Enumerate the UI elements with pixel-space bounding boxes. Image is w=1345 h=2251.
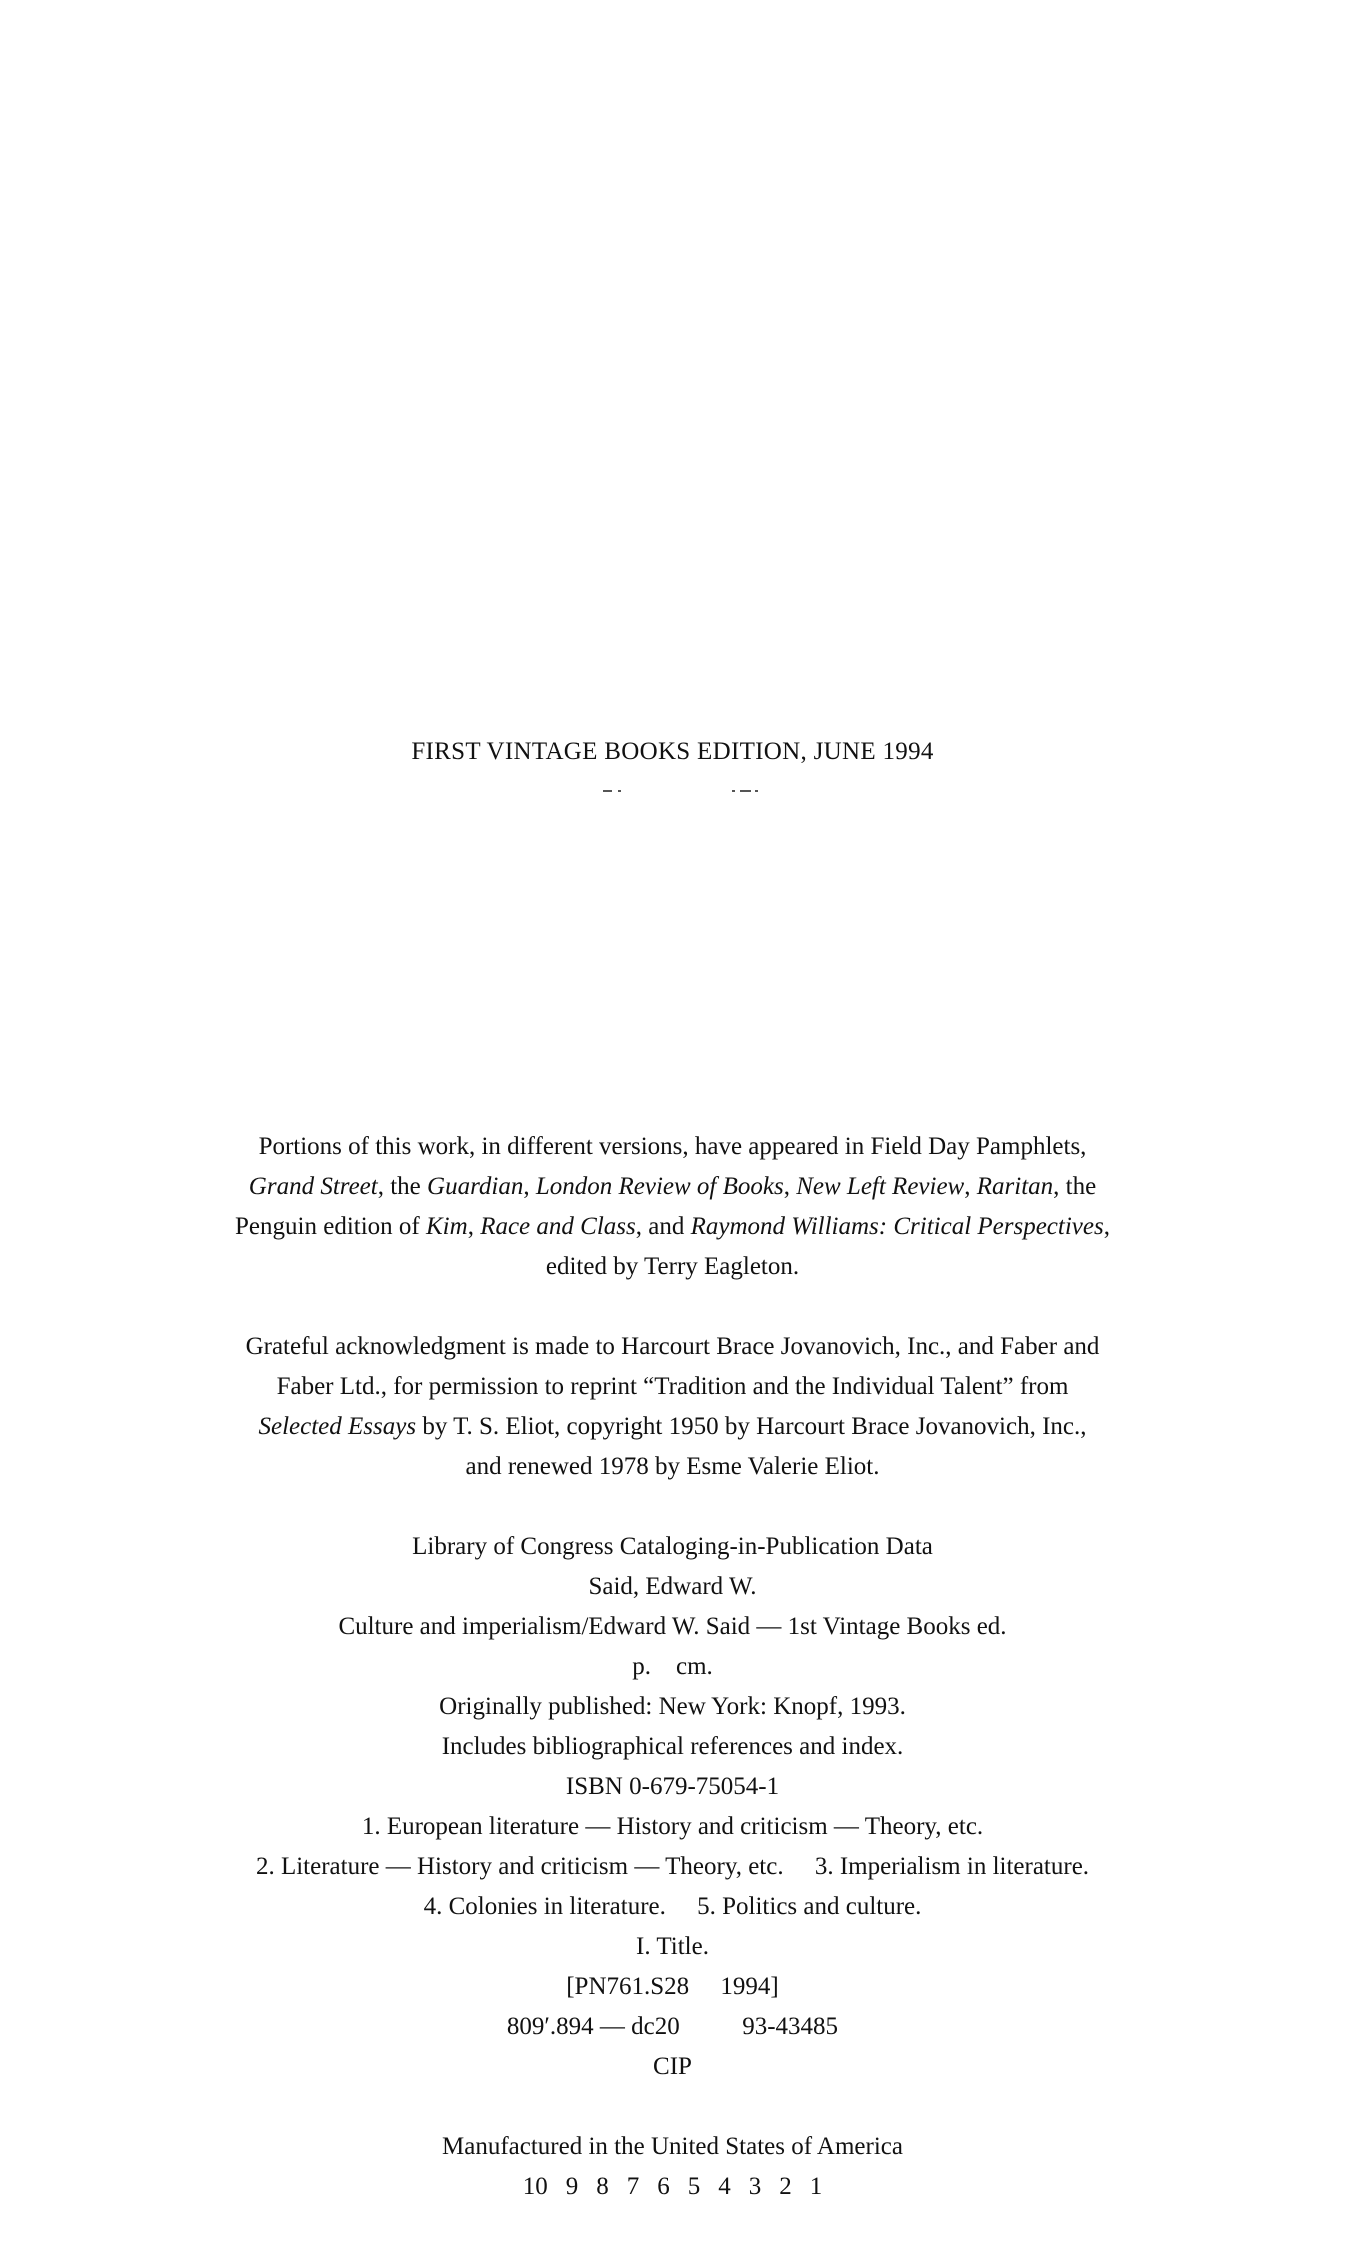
speck [755, 790, 758, 792]
acknowledgment-line-2: Faber Ltd., for permission to reprint “Tradition and the Individual Talent” from [276, 1373, 1069, 1400]
printing-number: 2 [779, 2173, 792, 2200]
speck [740, 790, 751, 792]
printing-number: 8 [596, 2173, 609, 2200]
cip-subject-2-3: 2. Literature — History and criticism — Theory, etc. 3. Imperialism in literature. [255, 1853, 1090, 1880]
cip-title-entry: I. Title. [636, 1933, 709, 1960]
printing-number: 3 [748, 2173, 762, 2200]
nlr-title: New Left Review [796, 1173, 965, 1200]
cip-pagination: p. cm. [632, 1653, 713, 1680]
cip-author: Said, Edward W. [588, 1573, 757, 1600]
printing-number-line [0, 2171, 1345, 2203]
cip-isbn: ISBN 0-679-75054-1 [565, 1773, 780, 1800]
cip-call-number: [PN761.S28 1994] [566, 1973, 779, 2000]
cip-subject-1: 1. European literature — History and criticism — Theory, etc. [361, 1813, 984, 1840]
acknowledgment-line-3: Selected Essays by T. S. Eliot, copyright 1950 by Harcourt Brace Jovanovich, Inc., [258, 1413, 1087, 1440]
guardian-title: Guardian [427, 1173, 524, 1200]
kim-title: Kim [426, 1213, 468, 1240]
cip-heading: Library of Congress Cataloging-in-Publication Data [412, 1533, 933, 1560]
cip-subject-4-5: 4. Colonies in literature. 5. Politics and culture. [423, 1893, 922, 1920]
print-specks [0, 790, 1345, 796]
speck [618, 790, 621, 792]
cip-original-publication: Originally published: New York: Knopf, 1993. [439, 1693, 906, 1720]
grand-street-title: Grand Street [248, 1173, 378, 1200]
raymond-williams-title: Raymond Williams: Critical Perspectives [690, 1213, 1104, 1240]
portions-line-1: Portions of this work, in different versions, have appeared in Field Day Pamphlets, [258, 1133, 1087, 1160]
lrb-title: London Review of Books [535, 1173, 784, 1200]
cip-bibliography-note: Includes bibliographical references and index. [441, 1733, 904, 1760]
printing-number: 5 [687, 2173, 701, 2200]
cip-classification: 809′.894 — dc20 93-43485 [506, 2013, 839, 2040]
portions-line-2: Grand Street, the Guardian, London Review of Books, New Left Review, Raritan, the [248, 1173, 1097, 1200]
printing-number: 7 [626, 2173, 640, 2200]
selected-essays-title: Selected Essays [258, 1413, 417, 1440]
cip-label: CIP [653, 2053, 692, 2080]
acknowledgment-line-4: and renewed 1978 by Esme Valerie Eliot. [465, 1453, 880, 1480]
speck [732, 790, 735, 792]
printing-number: 9 [565, 2173, 579, 2200]
printing-number: 4 [718, 2173, 731, 2200]
speck [603, 790, 612, 792]
cip-title-line: Culture and imperialism/Edward W. Said — 1st Vintage Books ed. [338, 1613, 1007, 1640]
raritan-title: Raritan [976, 1173, 1054, 1200]
race-and-class-title: Race and Class [480, 1213, 636, 1240]
printing-number: 10 [522, 2173, 548, 2200]
acknowledgment-line-1: Grateful acknowledgment is made to Harcourt Brace Jovanovich, Inc., and Faber and [245, 1333, 1100, 1360]
printing-number: 1 [809, 2173, 823, 2200]
portions-line-3: Penguin edition of Kim, Race and Class, and Raymond Williams: Critical Perspectives, [235, 1213, 1110, 1240]
manufactured-statement: Manufactured in the United States of America [442, 2133, 903, 2160]
portions-line-4: edited by Terry Eagleton. [545, 1253, 800, 1280]
printing-number: 6 [657, 2173, 670, 2200]
edition-statement: FIRST VINTAGE BOOKS EDITION, JUNE 1994 [411, 738, 934, 765]
